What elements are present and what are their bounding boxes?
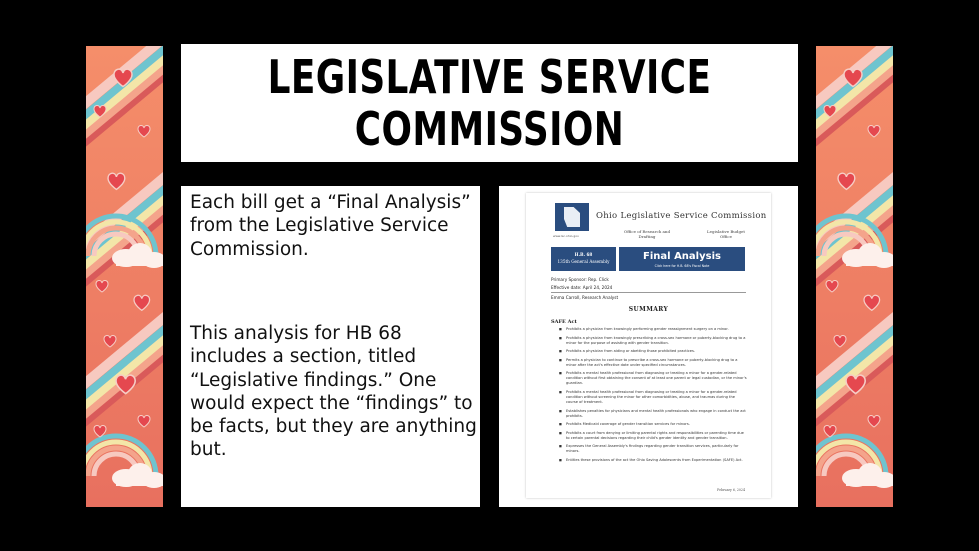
list-item: ■ Prohibits a physician from knowingly performing gender reassignment surgery on a minor. — [559, 327, 747, 332]
summary-heading: SUMMARY — [628, 306, 669, 313]
list-item: ■ Expresses the General Assembly's findings regarding gender transition services, particularly for minors. — [559, 444, 747, 454]
bill-number: H.B. 68 — [574, 252, 593, 257]
logo-url: www.lsc.ohio.gov — [553, 234, 579, 238]
effective-date: Effective date: April 24, 2024 — [551, 285, 613, 290]
list-item: ■ Prohibits a physician from knowingly prescribing a cross-sex hormone or puberty-blocking drug to a minor for the purpose of assisting with gender transition. — [559, 336, 747, 346]
left-decorative-panel — [86, 46, 163, 507]
title-line-2: COMMISSION — [354, 102, 625, 156]
title-box — [181, 44, 798, 162]
ohio-lsc-logo-icon — [555, 203, 589, 231]
list-item: ■ Entitles these provisions of the act the Ohio Saving Adolescents from Experimentation (SAFE) Act. — [559, 458, 747, 463]
analysis-title-bar — [619, 247, 745, 271]
primary-sponsor: Primary Sponsor: Rep. Click — [551, 277, 609, 282]
list-item: ■ Permits a physician to continue to prescribe a cross-sex hormone or puberty-blocking drug to a minor after the act's effective date under specified circumstances. — [559, 358, 747, 368]
list-item: ■ Prohibits a mental health professional from diagnosing or treating a minor for a gender-related condition without screening the minor for other comorbidities, abuse, and traumas during the course of treatment. — [559, 390, 747, 405]
list-item: ■ Prohibits a physician from aiding or abetting those prohibited practices. — [559, 349, 747, 354]
document-image-box — [499, 186, 798, 507]
title-line-1: LEGISLATIVE SERVICE — [267, 50, 712, 104]
body-paragraph-2: This analysis for HB 68 includes a section, titled “Legislative findings.” One would expect the “findings” to be facts, but they are anything but. — [190, 323, 477, 461]
right-decorative-panel — [816, 46, 893, 507]
body-paragraph-1: Each bill get a “Final Analysis” from the Legislative Service Commission. — [190, 192, 471, 260]
final-analysis-document — [526, 193, 771, 498]
list-item: ■ Prohibits a mental health professional from diagnosing or treating a minor for a gender-related condition without first obtaining the consent of at least one parent or legal custodian, or the minor's guardian. — [559, 371, 747, 386]
document-date: February 6, 2024 — [717, 488, 745, 492]
analyst: Emma Carroll, Research Analyst — [551, 295, 619, 300]
summary-bullet-list — [559, 327, 747, 467]
office-budget: Legislative Budget Office — [707, 229, 745, 239]
analysis-title: Final Analysis — [643, 251, 721, 262]
bill-info-bar — [551, 247, 616, 271]
divider — [551, 292, 746, 293]
list-item: ■ Establishes penalties for physicians and mental health professionals who engage in conduct the act prohibits. — [559, 409, 747, 419]
body-text-box — [181, 186, 480, 507]
section-heading: SAFE Act — [551, 319, 577, 325]
list-item: ■ Prohibits a court from denying or limiting parental rights and responsibilities or parenting time due to certain parental decisions regarding their child's gender identity and gender transition. — [559, 431, 747, 441]
assembly: 135th General Assembly — [557, 259, 610, 264]
list-item: ■ Prohibits Medicaid coverage of gender transition services for minors. — [559, 422, 747, 427]
slide-title — [268, 51, 712, 155]
fiscal-note-link: Click here for H.B. 68's Fiscal Note — [654, 264, 710, 268]
document-org-name: Ohio Legislative Service Commission — [596, 211, 767, 221]
office-research: Office of Research and Drafting — [623, 229, 671, 239]
